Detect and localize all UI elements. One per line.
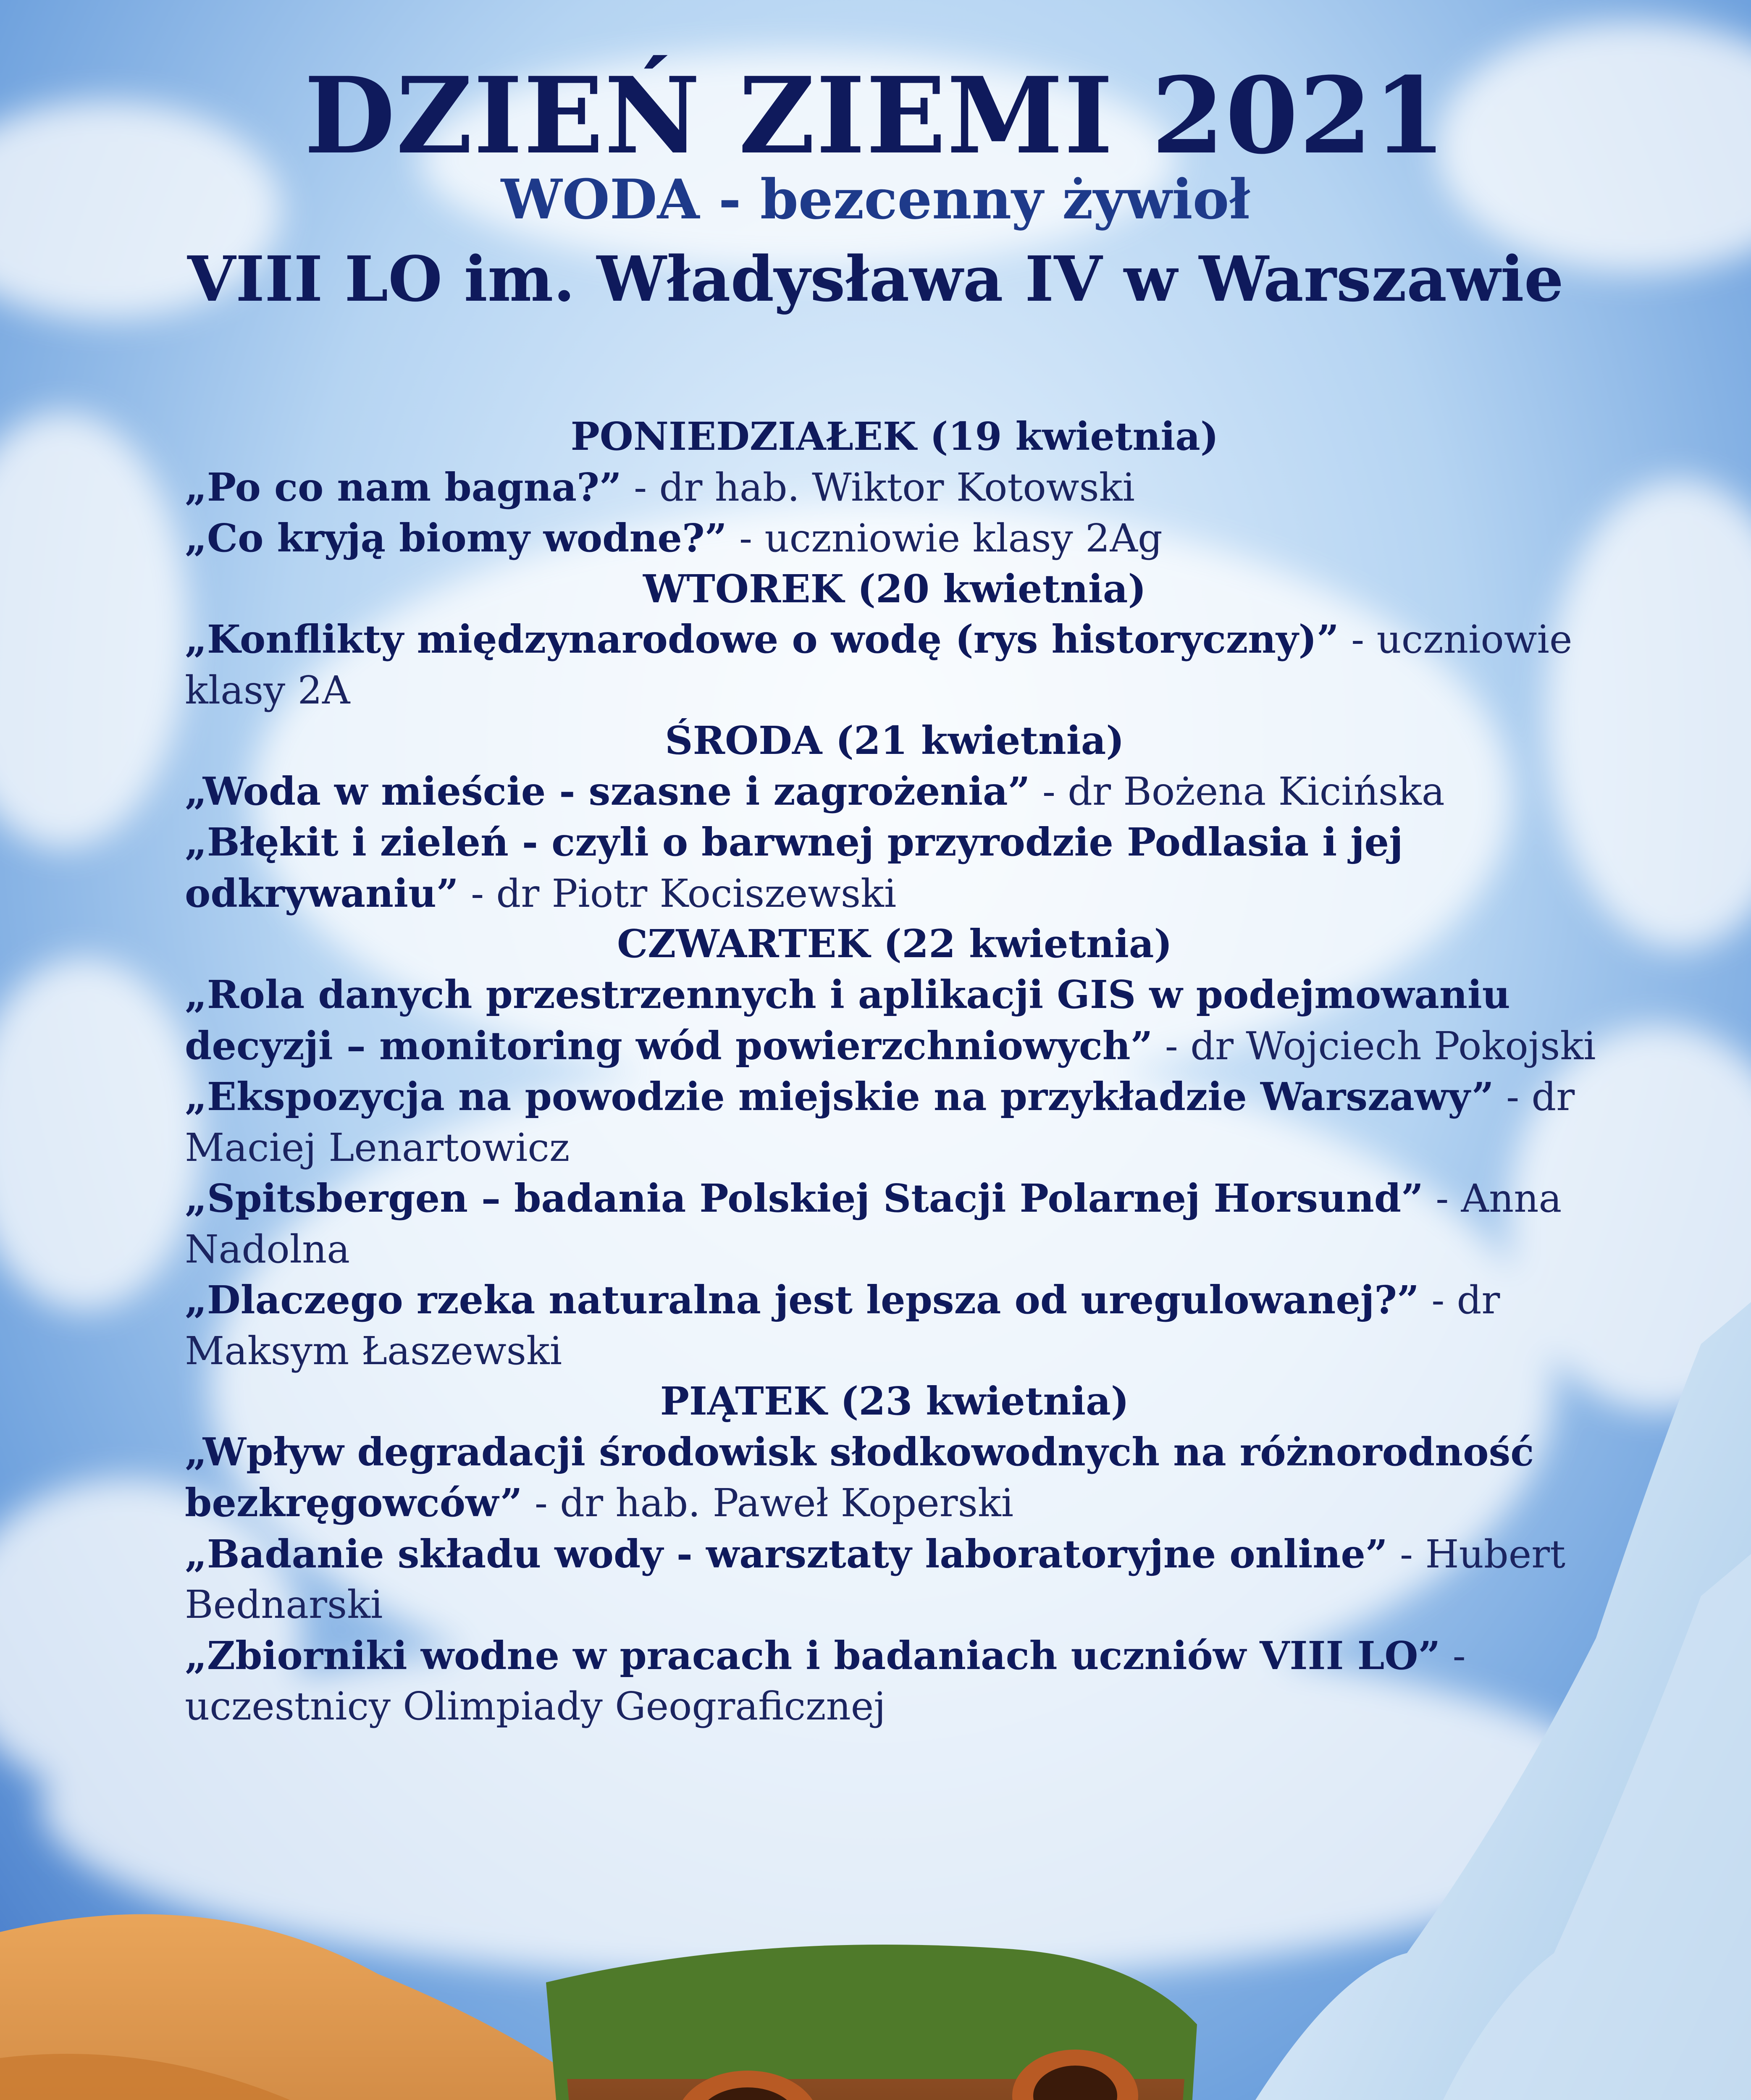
talk-item: [185, 766, 1604, 817]
talk-item: [185, 1529, 1604, 1630]
talk-speaker: - dr Maciej Lenartowicz: [185, 1074, 1575, 1170]
talk-title: „Woda w mieście - szasne i zagrożenia”: [185, 768, 1030, 814]
talk-title: „Po co nam bagna?”: [185, 464, 622, 510]
page-subtitle: WODA - bezcenny żywioł: [501, 167, 1250, 231]
talk-speaker: - dr Maksym Łaszewski: [185, 1278, 1500, 1373]
talk-speaker: - Anna Nadolna: [185, 1176, 1562, 1272]
talk-item: [185, 1427, 1604, 1529]
talk-speaker: - dr Wojciech Pokojski: [1152, 1023, 1596, 1068]
talk-title: „Rola danych przestrzennych i aplikacji GIS w podejmowaniu decyzji – monitoring wód powierzchniowych”: [185, 971, 1510, 1068]
talk-title: „Błękit i zieleń - czyli o barwnej przyrodzie Podlasia i jej odkrywaniu”: [185, 819, 1403, 916]
talk-item: [185, 1630, 1604, 1732]
talk-speaker: - dr Bożena Kicińska: [1030, 769, 1445, 814]
day-heading: PONIEDZIAŁEK (19 kwietnia): [570, 414, 1219, 459]
day-section: [185, 412, 1604, 564]
day-heading: PIĄTEK (23 kwietnia): [660, 1378, 1129, 1424]
talk-title: „Zbiorniki wodne w pracach i badaniach uczniów VIII LO”: [185, 1633, 1441, 1678]
talk-title: „Co kryją biomy wodne?”: [185, 515, 727, 561]
talk-item: [185, 1173, 1604, 1275]
program: [185, 412, 1604, 1732]
talk-title: „Konflikty międzynarodowe o wodę (rys historyczny)”: [185, 617, 1339, 662]
day-section: [185, 564, 1604, 716]
talk-item: [185, 817, 1604, 919]
talk-speaker: - uczniowie klasy 2Ag: [727, 516, 1163, 561]
day-section: [185, 919, 1604, 1376]
page-title: DZIEŃ ZIEMI 2021: [304, 54, 1447, 177]
talk-item: [185, 614, 1604, 716]
day-heading: CZWARTEK (22 kwietnia): [617, 921, 1173, 967]
day-heading: WTOREK (20 kwietnia): [643, 566, 1146, 612]
talk-speaker: - uczniowie klasy 2A: [185, 617, 1572, 713]
talk-title: „Dlaczego rzeka naturalna jest lepsza od uregulowanej?”: [185, 1277, 1419, 1323]
talk-item: [185, 1275, 1604, 1376]
talk-speaker: - dr hab. Wiktor Kotowski: [621, 465, 1135, 510]
day-heading: ŚRODA (21 kwietnia): [665, 718, 1124, 764]
day-section: [185, 1376, 1604, 1732]
talk-title: „Badanie składu wody - warsztaty laboratoryjne online”: [185, 1531, 1388, 1577]
day-section: [185, 716, 1604, 919]
talk-item: [185, 1071, 1604, 1173]
talk-title: „Ekspozycja na powodzie miejskie na przykładzie Warszawy”: [185, 1074, 1494, 1120]
talk-speaker: - dr hab. Paweł Koperski: [522, 1480, 1014, 1526]
talk-item: [185, 462, 1604, 513]
talk-speaker: - uczestnicy Olimpiady Geograficznej: [185, 1633, 1466, 1729]
talk-item: [185, 513, 1604, 564]
talk-title: „Spitsbergen – badania Polskiej Stacji Polarnej Horsund”: [185, 1176, 1424, 1221]
talk-item: [185, 969, 1604, 1071]
talk-title: „Wpływ degradacji środowisk słodkowodnych na różnorodność bezkręgowców”: [185, 1429, 1534, 1526]
talk-speaker: - dr Piotr Kociszewski: [458, 871, 897, 916]
talk-speaker: - Hubert Bednarski: [185, 1531, 1566, 1628]
school-name: VIII LO im. Władysława IV w Warszawie: [187, 242, 1564, 315]
